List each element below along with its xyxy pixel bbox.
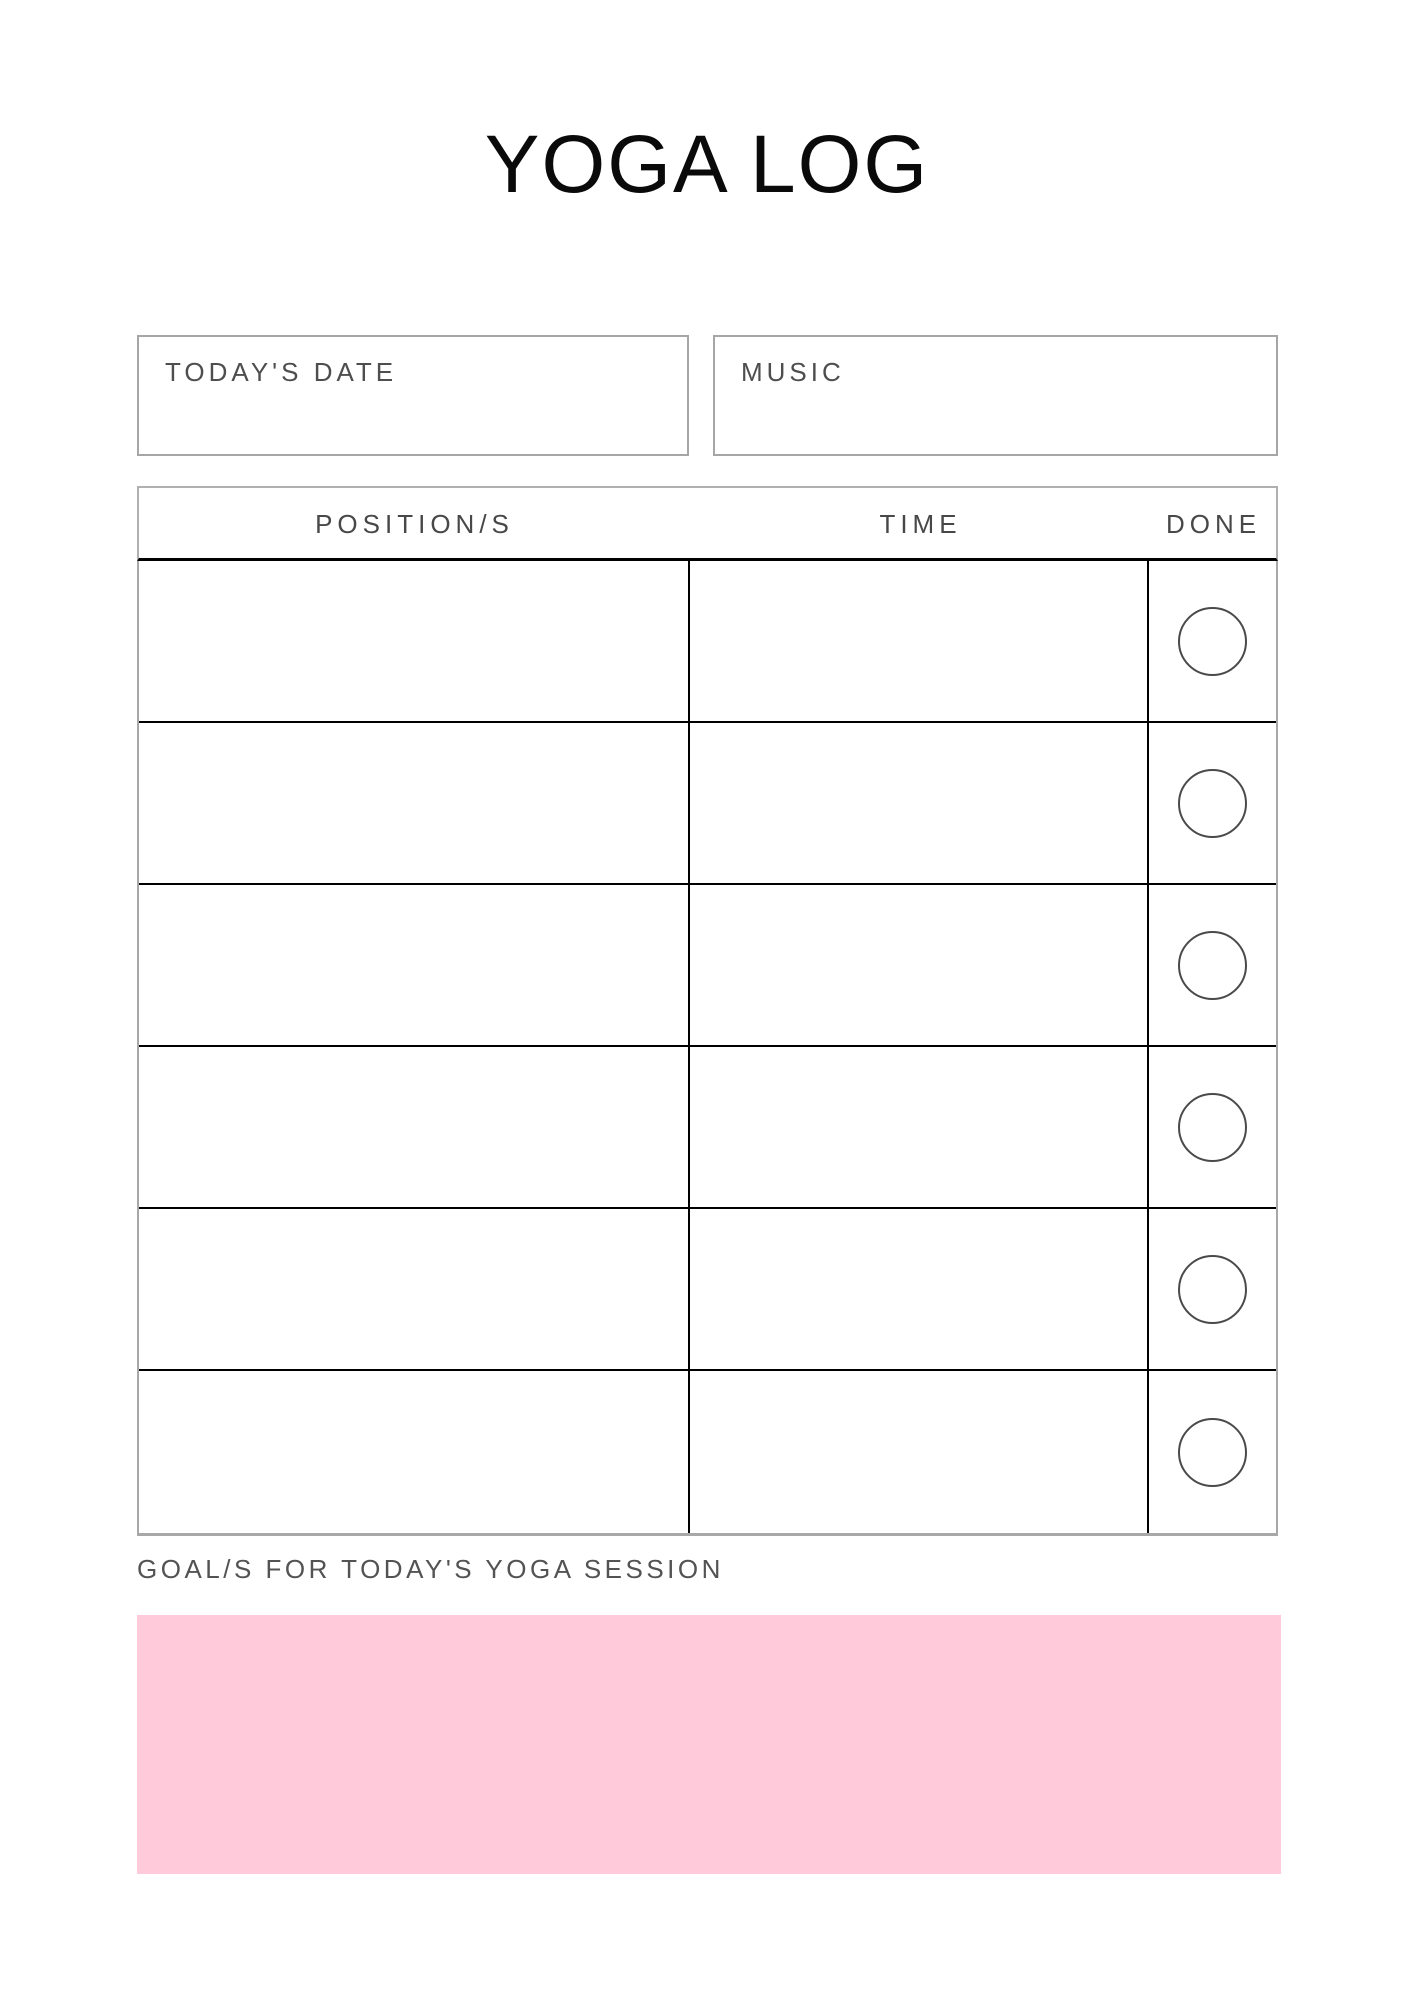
position-cell[interactable] bbox=[139, 1047, 690, 1207]
table-row bbox=[139, 1371, 1276, 1533]
position-cell[interactable] bbox=[139, 1209, 690, 1369]
done-circle[interactable] bbox=[1178, 931, 1247, 1000]
time-cell[interactable] bbox=[690, 1371, 1149, 1533]
done-circle[interactable] bbox=[1178, 1418, 1247, 1487]
todays-date-label: TODAY'S DATE bbox=[165, 357, 398, 387]
done-cell bbox=[1149, 723, 1276, 883]
done-cell bbox=[1149, 1209, 1276, 1369]
time-cell[interactable] bbox=[690, 723, 1149, 883]
time-cell[interactable] bbox=[690, 885, 1149, 1045]
done-circle[interactable] bbox=[1178, 1255, 1247, 1324]
fields-row bbox=[137, 335, 1278, 456]
position-cell[interactable] bbox=[139, 561, 690, 721]
header-done: DONE bbox=[1165, 508, 1262, 539]
header-positions: POSITION/S bbox=[315, 508, 514, 539]
yoga-log-table bbox=[137, 486, 1278, 1536]
done-cell bbox=[1149, 561, 1276, 721]
table-row bbox=[139, 885, 1276, 1047]
done-cell bbox=[1149, 1371, 1276, 1533]
time-cell[interactable] bbox=[690, 561, 1149, 721]
time-cell[interactable] bbox=[690, 1047, 1149, 1207]
position-cell[interactable] bbox=[139, 1371, 690, 1533]
table-row bbox=[139, 561, 1276, 723]
time-cell[interactable] bbox=[690, 1209, 1149, 1369]
music-field[interactable] bbox=[713, 335, 1278, 456]
table-header-row bbox=[137, 486, 1278, 561]
table-body bbox=[137, 561, 1278, 1536]
header-time: TIME bbox=[879, 508, 962, 539]
goal-label: GOAL/S FOR TODAY'S YOGA SESSION bbox=[137, 1554, 724, 1584]
done-circle[interactable] bbox=[1178, 769, 1247, 838]
done-circle[interactable] bbox=[1178, 607, 1247, 676]
music-label: MUSIC bbox=[741, 357, 845, 387]
done-cell bbox=[1149, 1047, 1276, 1207]
done-cell bbox=[1149, 885, 1276, 1045]
position-cell[interactable] bbox=[139, 885, 690, 1045]
page-title: YOGA LOG bbox=[484, 119, 930, 210]
done-circle[interactable] bbox=[1178, 1093, 1247, 1162]
goal-notes-area[interactable] bbox=[137, 1615, 1281, 1874]
todays-date-field[interactable] bbox=[137, 335, 689, 456]
table-row bbox=[139, 1209, 1276, 1371]
table-row bbox=[139, 1047, 1276, 1209]
table-row bbox=[139, 723, 1276, 885]
position-cell[interactable] bbox=[139, 723, 690, 883]
